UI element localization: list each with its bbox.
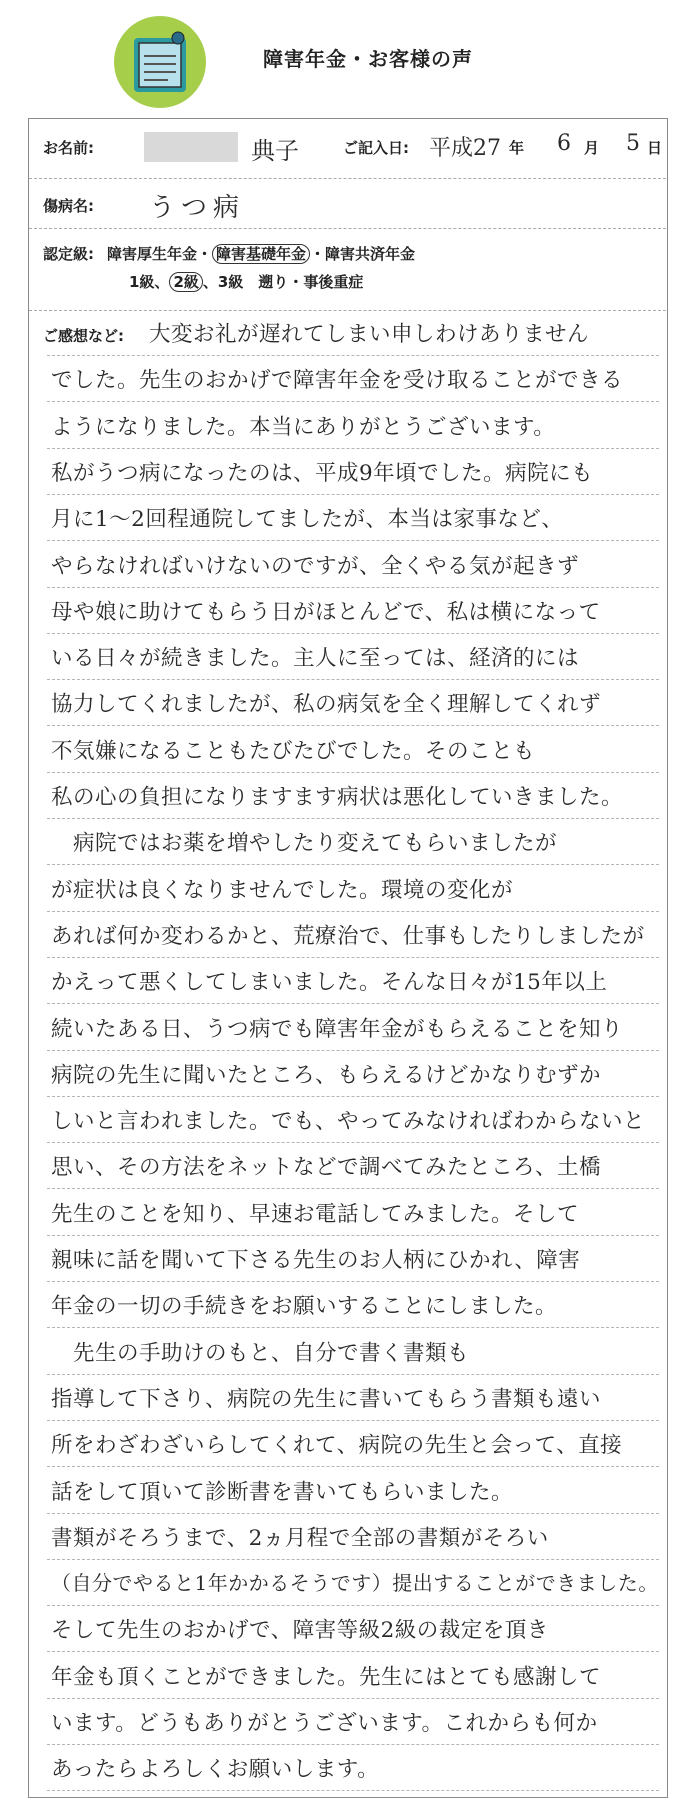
date-label: ご記入日: xyxy=(343,139,409,157)
comment-line: あったらよろしくお願いします。 xyxy=(51,1757,380,1783)
ruled-line xyxy=(47,1559,659,1560)
ruled-line xyxy=(47,1513,659,1514)
ruled-line xyxy=(47,911,659,912)
comment-line: 思い、その方法をネットなどで調べてみたところ、土橋 xyxy=(51,1155,602,1181)
pension-type-basic-selected: 障害基礎年金 xyxy=(212,244,310,264)
cert-label: 認定級: xyxy=(43,245,94,263)
memo-note-icon xyxy=(112,14,208,110)
comment-line: います。どうもありがとうございます。これからも何か xyxy=(51,1711,598,1736)
ruled-line xyxy=(47,448,659,449)
comment-line: 続いたある日、うつ病でも障害年金がもらえることを知り xyxy=(51,1016,624,1042)
grade-1: 1級、 xyxy=(129,273,170,291)
grade-options xyxy=(129,271,363,292)
ruled-line xyxy=(47,1374,659,1375)
comment-line: 母や娘に助けてもらう日がほとんどで、私は横になって xyxy=(51,599,601,625)
comment-line: かえって悪くしてしまいました。そんな日々が15年以上 xyxy=(51,970,608,996)
comment-line: 書類がそろうまで、2ヵ月程で全部の書類がそろい xyxy=(51,1525,549,1551)
comment-line: が症状は良くなりませんでした。環境の変化が xyxy=(51,877,514,903)
disease-label: 傷病名: xyxy=(43,197,94,215)
comment-line: あれば何か変わるかと、荒療治で、仕事もしたりしましたが xyxy=(51,923,645,949)
ruled-line xyxy=(47,1327,659,1328)
name-row xyxy=(29,119,666,179)
certification-row xyxy=(29,229,666,311)
name-label: お名前: xyxy=(43,139,94,157)
ruled-line xyxy=(47,679,659,680)
ruled-line xyxy=(47,1466,659,1467)
pension-type-employee: 障害厚生年金・ xyxy=(107,245,213,263)
comment-line: 病院ではお薬を増やしたり変えてもらいましたが xyxy=(51,831,558,857)
ruled-line xyxy=(47,772,659,773)
comment-line: 年金の一切の手続きをお願いすることにしました。 xyxy=(51,1294,558,1320)
pension-type-options xyxy=(107,243,415,264)
comment-line: 指導して下さり、病院の先生に書いてもらう書類も遠い xyxy=(51,1386,602,1412)
ruled-line xyxy=(47,818,659,819)
comment-line: 所をわざわざいらしてくれて、病院の先生と会って、直接 xyxy=(51,1433,623,1459)
comment-line: でした。先生のおかげで障害年金を受け取ることができる xyxy=(51,368,624,394)
ruled-line xyxy=(47,633,659,634)
comments-label: ご感想など: xyxy=(43,327,124,345)
ruled-line xyxy=(47,1281,659,1282)
comment-line: 親味に話を聞いて下さる先生のお人柄にひかれ、障害 xyxy=(51,1248,581,1273)
date-era: 平成27 xyxy=(429,136,501,161)
comment-line: 私がうつ病になったのは、平成9年頃でした。病院にも xyxy=(51,460,594,486)
date-month: 6 xyxy=(557,131,571,156)
ruled-line xyxy=(47,1003,659,1004)
ruled-line xyxy=(47,587,659,588)
disease-row xyxy=(29,179,666,229)
comment-line: 先生のことを知り、早速お電話してみました。そして xyxy=(51,1201,580,1227)
comment-line: 協力してくれましたが、私の病気を全く理解してくれず xyxy=(51,692,602,718)
page-title: 障害年金・お客様の声 xyxy=(263,47,473,71)
ruled-line xyxy=(47,1420,659,1421)
ruled-line xyxy=(47,355,659,356)
comment-line: 話をして頂いて診断書を書いてもらいました。 xyxy=(51,1479,514,1505)
date-year-label: 年 xyxy=(509,139,525,157)
ruled-line xyxy=(47,957,659,958)
comment-line: ようになりました。本当にありがとうございます。 xyxy=(51,414,556,440)
page-header xyxy=(0,0,697,120)
comment-line: しいと言われました。でも、やってみなければわからないと xyxy=(51,1109,646,1135)
comment-line: 私の心の負担になりますます病状は悪化していきました。 xyxy=(51,785,624,810)
ruled-line xyxy=(47,1142,659,1143)
comment-line: 病院の先生に聞いたところ、もらえるけどかなりむずか xyxy=(51,1062,602,1088)
comment-line: 先生の手助けのもと、自分で書く書類も xyxy=(51,1340,470,1366)
grade-2-selected: 2級 xyxy=(169,272,202,292)
date-day: 5 xyxy=(626,131,640,156)
ruled-line xyxy=(47,1235,659,1236)
ruled-line xyxy=(47,1651,659,1652)
pension-type-mutual: ・障害共済年金 xyxy=(310,245,416,263)
name-value: 典子 xyxy=(251,137,299,165)
comment-line: 不気嫌になることもたびたびでした。そのことも xyxy=(51,738,536,764)
ruled-line xyxy=(47,1790,659,1791)
comment-line: （自分でやると1年かかるそうです）提出することができました。 xyxy=(51,1571,659,1596)
ruled-line xyxy=(47,1605,659,1606)
ruled-line xyxy=(47,540,659,541)
comment-line: 月に1〜2回程通院してましたが、本当は家事など、 xyxy=(51,507,564,533)
comment-line: そして先生のおかげで、障害等級2級の裁定を頂き xyxy=(51,1618,549,1644)
ruled-line xyxy=(47,725,659,726)
ruled-line xyxy=(47,1050,659,1051)
comment-line: やらなければいけないのですが、全くやる気が起きず xyxy=(51,553,580,579)
ruled-line xyxy=(47,401,659,402)
ruled-line xyxy=(47,1096,659,1097)
ruled-line xyxy=(47,1744,659,1745)
date-month-label: 月 xyxy=(584,139,600,157)
comment-line: いる日々が続きました。主人に至っては、経済的には xyxy=(51,646,580,672)
redacted-surname xyxy=(144,132,238,162)
grade-3-retro: 、3級 遡り・事後重症 xyxy=(202,273,364,291)
comments-section xyxy=(29,311,666,1797)
comment-line: 大変お礼が遅れてしまい申しわけありません xyxy=(149,322,590,347)
date-day-label: 日 xyxy=(647,139,663,157)
comment-line: 年金も頂くことができました。先生にはとても感謝して xyxy=(51,1664,602,1690)
ruled-line xyxy=(47,1188,659,1189)
ruled-line xyxy=(47,494,659,495)
ruled-line xyxy=(47,864,659,865)
ruled-line xyxy=(47,1698,659,1699)
feedback-form xyxy=(28,118,668,1798)
disease-value: うつ病 xyxy=(149,193,246,223)
